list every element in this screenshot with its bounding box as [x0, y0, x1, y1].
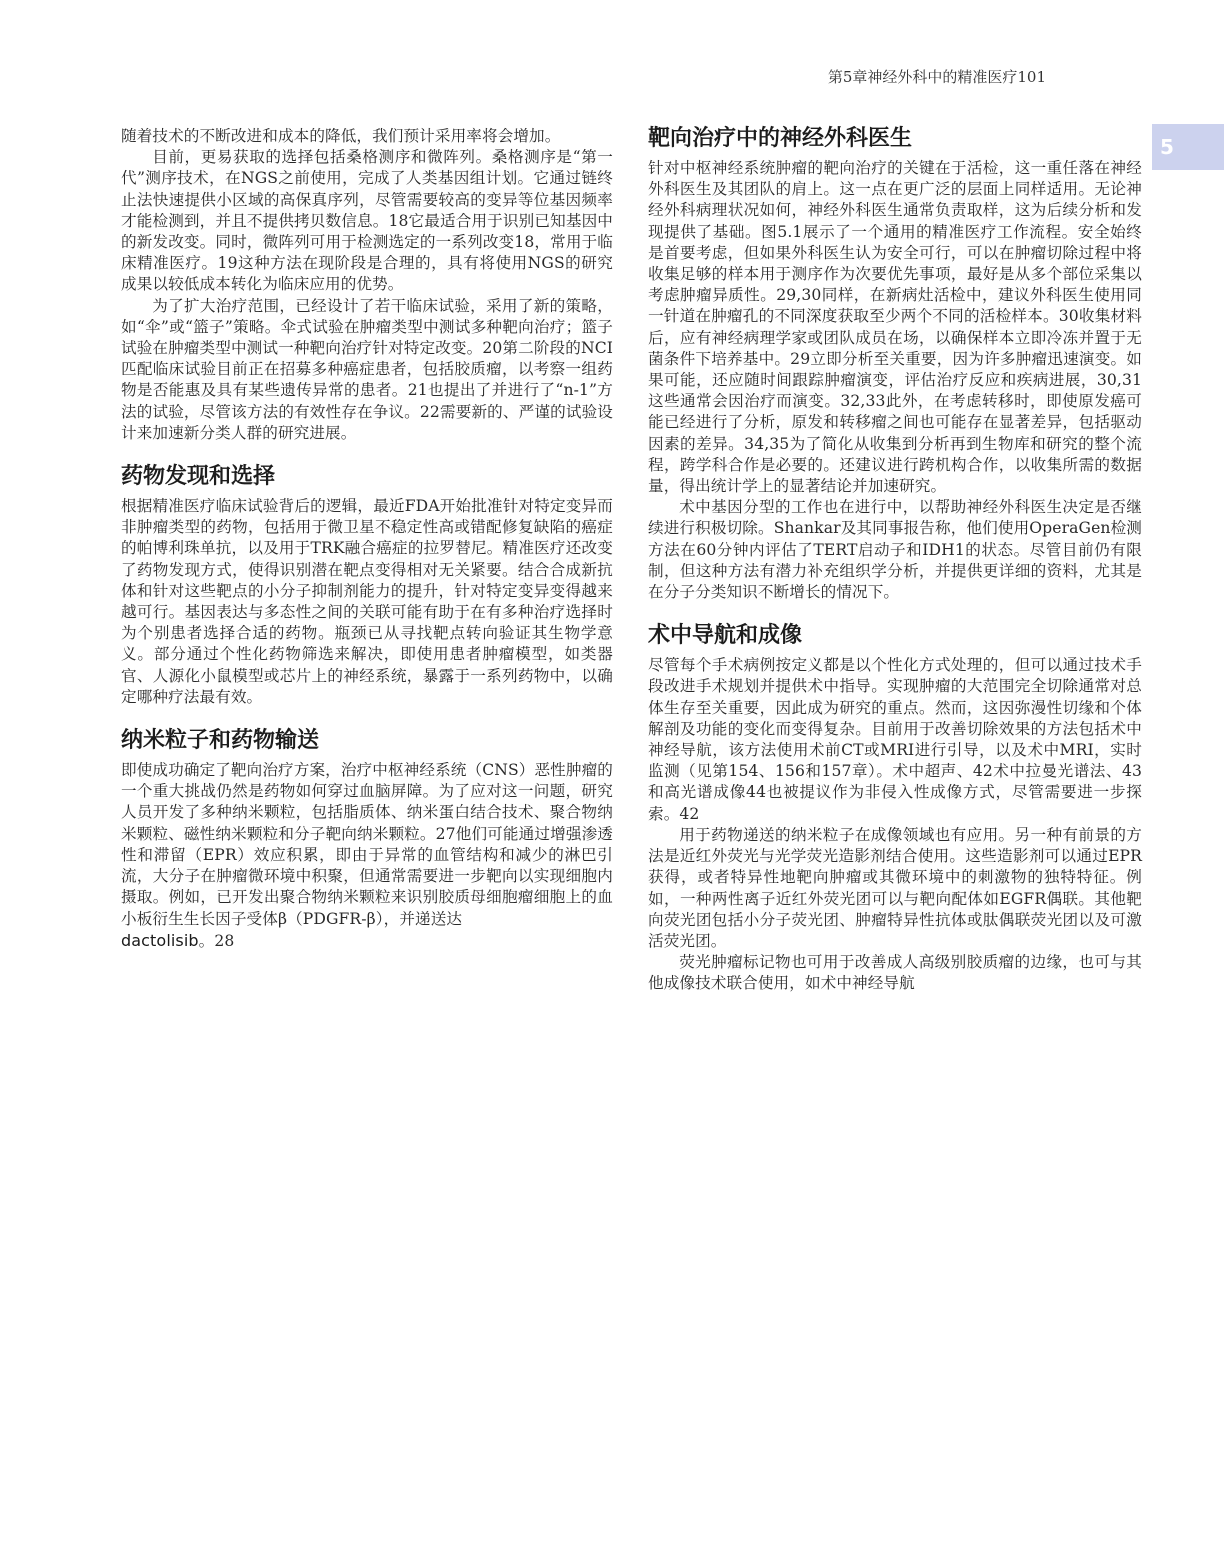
reference-marker: 。28 — [198, 931, 235, 950]
running-header: 第5章神经外科中的精准医疗101 — [827, 68, 1046, 86]
section-heading-navigation-imaging: 术中导航和成像 — [648, 623, 803, 649]
paragraph: 针对中枢神经系统肿瘤的靶向治疗的关键在于活检，这一重任落在神经外科医生及其团队的肩上。这一点在更广泛的层面上同样适用。无论神经外科病理状况如何，神经外科医生通常负责取样，这为后续分析和发现提供了基础。图5.1展示了一个通用的精准医疗工作流程。安全始终是首要考虑，但如果外科医生认为安全可行，可以在肿瘤切除过程中将收集足够的样本用于测序作为次要优先事项，最好是从多个部位采集以考虑肿瘤异质性。29,30同样，在新病灶活检中，建议外科医生使用同一针道在肿瘤孔的不同深度获取至少两个不同的活检样本。30收集材料后，应有神经病理学家或团队成员在场，以确保样本立即冷冻并置于无菌条件下培养基中。29立即分析至关重要，因为许多肿瘤迅速演变。如果可能，还应随时间跟踪肿瘤演变，评估治疗反应和疾病进展，30,31这些通常会因治疗而演变。32,33此外，在考虑转移时，即使原发癌可能已经进行了分析，原发和转移瘤之间也可能存在显著差异，包括驱动因素的差异。34,35为了简化从收集到分析再到生物库和研究的整个流程，跨学科合作是必要的。还建议进行跨机构合作，以收集所需的数据量，得出统计学上的显著结论并加速研究。 — [648, 159, 1142, 496]
paragraph: 用于药物递送的纳米粒子在成像领域也有应用。另一种有前景的方法是近红外荧光与光学荧光造影剂结合使用。这些造影剂可以通过EPR获得，或者特异性地靶向肿瘤或其微环境中的刺激物的独特特征。例如，一种两性离子近红外荧光团可以与靶向配体如EGFR偶联。其他靶向荧光团包括小分子荧光团、肿瘤特异性抗体或肽偶联荧光团以及可激活荧光团。 — [648, 825, 1142, 950]
paragraph: 为了扩大治疗范围，已经设计了若干临床试验，采用了新的策略，如“伞”或“篮子”策略。伞式试验在肿瘤类型中测试多种靶向治疗；篮子试验在肿瘤类型中测试一种靶向治疗针对特定改变。20第二阶段的NCI匹配临床试验目前正在招募多种癌症患者，包括胶质瘤，以考察一组药物是否能惠及具有某些遗传异常的患者。21也提出了并进行了“n-1”方法的试验，尽管该方法的有效性存在争议。22需要新的、严谨的试验设计来加速新分类人群的研究进展。 — [121, 296, 613, 442]
paragraph: 荧光肿瘤标记物也可用于改善成人高级别胶质瘤的边缘，也可与其他成像技术联合使用，如术中神经导航 — [648, 953, 1142, 993]
section-heading-nanoparticles: 纳米粒子和药物输送 — [121, 728, 320, 754]
paragraph-text: 即使成功确定了靶向治疗方案，治疗中枢神经系统（CNS）恶性肿瘤的一个重大挑战仍然是药物如何穿过血脑屏障。为了应对这一问题，研究人员开发了多种纳米颗粒，包括脂质体、纳米蛋白结合技术、聚合物纳米颗粒、磁性纳米颗粒和分子靶向纳米颗粒。27他们可能通过增强渗透性和滞留（EPR）效应积累，即由于异常的血管结构和减少的淋巴引流，大分子在肿瘤微环境中积聚，但通常需要进一步靶向以实现细胞内摄取。例如，已开发出聚合物纳米颗粒来识别胶质母细胞瘤细胞上的血小板衍生生长因子受体β（PDGFR-β），并递送达 — [121, 761, 613, 928]
section-heading-drug-discovery: 药物发现和选择 — [121, 464, 276, 490]
right-column — [648, 124, 1142, 995]
paragraph — [121, 760, 613, 952]
paragraph: 随着技术的不断改进和成本的降低，我们预计采用率将会增加。 — [121, 127, 561, 145]
left-column — [121, 126, 613, 952]
drug-name: dactolisib — [121, 930, 199, 950]
paragraph: 目前，更易获取的选择包括桑格测序和微阵列。桑格测序是“第一代”测序技术，在NGS之前使用，完成了人类基因组计划。它通过链终止法快速提供小区域的高保真序列，尽管需要较高的变异等位基因频率才能检测到，并且不提供拷贝数信息。18它最适合用于识别已知基因中的新发改变。同时，微阵列可用于检测选定的一系列改变18，常用于临床精准医疗。19这种方法在现阶段是合理的，具有将使用NGS的研究成果以较低成本转化为临床应用的优势。 — [121, 148, 613, 294]
section-heading-neurosurgeon: 靶向治疗中的神经外科医生 — [648, 126, 913, 151]
paragraph: 根据精准医疗临床试验背后的逻辑，最近FDA开始批准针对特定变异而非肿瘤类型的药物，包括用于微卫星不稳定性高或错配修复缺陷的癌症的帕博利珠单抗，以及用于TRK融合癌症的拉罗替尼。精准医疗还改变了药物发现方式，使得识别潜在靶点变得相对无关紧要。结合合成新抗体和针对这些靶点的小分子抑制剂能力的提升，针对特定变异变得越来越可行。基因表达与多态性之间的关联可能有助于在有多种治疗选择时为个别患者选择合适的药物。瓶颈已从寻找靶点转向验证其生物学意义。部分通过个性化药物筛选来解决，即使用患者肿瘤模型，如类器官、人源化小鼠模型或芯片上的神经系统，暴露于一系列药物中，以确定哪种疗法最有效。 — [121, 497, 613, 706]
chapter-tab: 5 — [1152, 124, 1224, 170]
paragraph: 尽管每个手术病例按定义都是以个性化方式处理的，但可以通过技术手段改进手术规划并提供术中指导。实现肿瘤的大范围完全切除通常对总体生存至关重要，因此成为研究的重点。然而，这因弥漫性切缘和个体解剖及功能的变化而变得复杂。目前用于改善切除效果的方法包括术中神经导航，该方法使用术前CT或MRI进行引导，以及术中MRI，实时监测（见第154、156和157章）。术中超声、42术中拉曼光谱法、43和高光谱成像44也被提议作为非侵入性成像方式，尽管需要进一步探索。42 — [648, 656, 1142, 823]
paragraph: 术中基因分型的工作也在进行中，以帮助神经外科医生决定是否继续进行积极切除。Shankar及其同事报告称，他们使用OperaGen检测方法在60分钟内评估了TERT启动子和IDH1的状态。尽管目前仍有限制，但这种方法有潜力补充组织学分析，并提供更详细的资料，尤其是在分子分类知识不断增长的情况下。 — [648, 498, 1142, 602]
